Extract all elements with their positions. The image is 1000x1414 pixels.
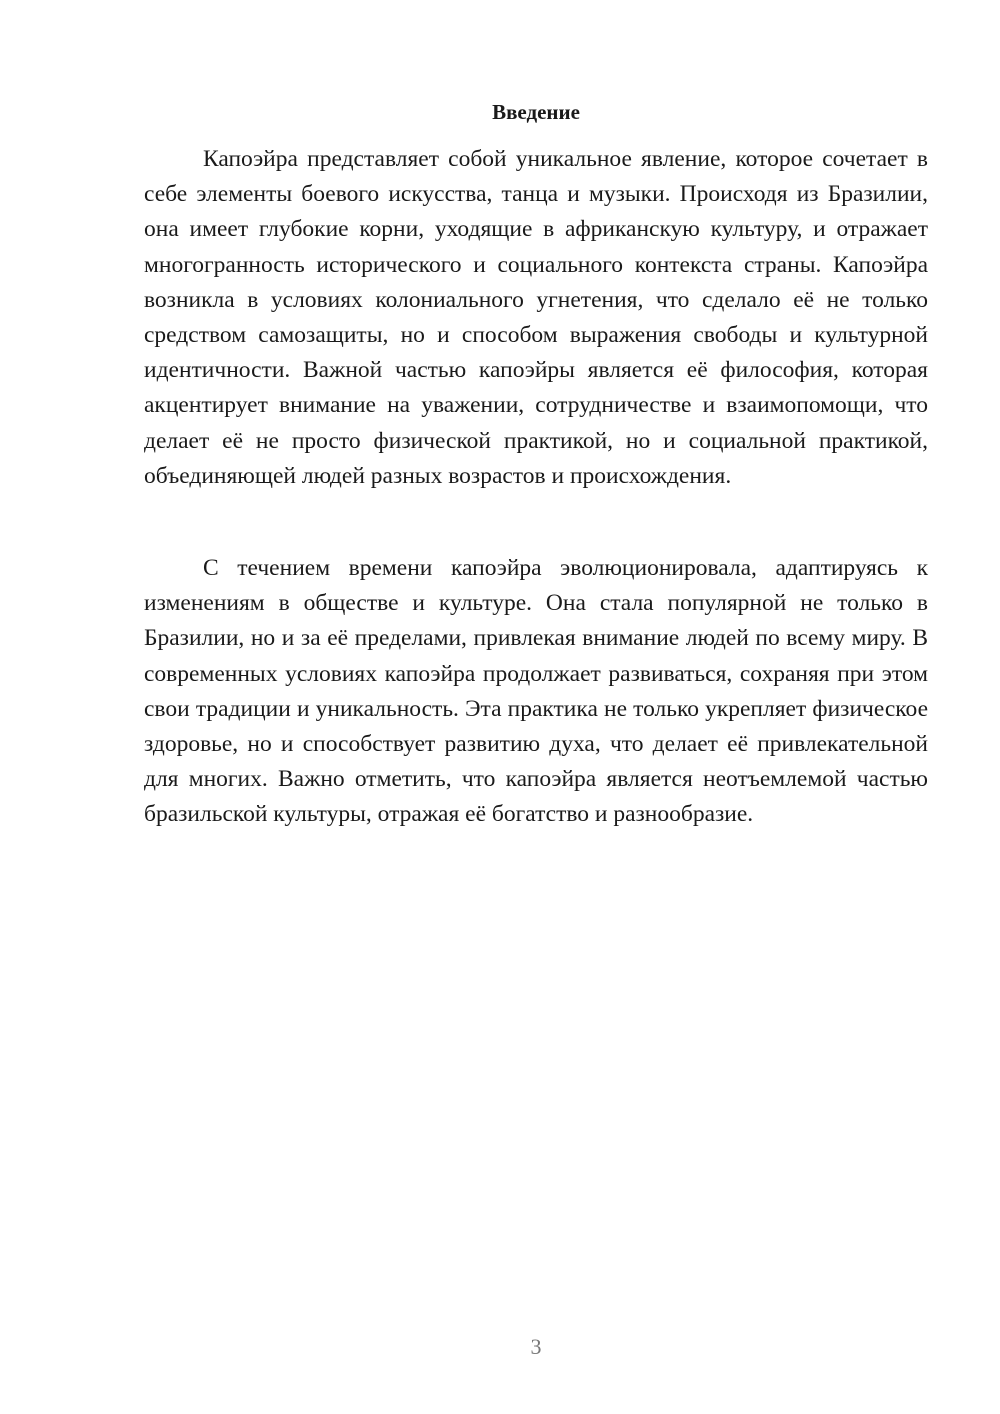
paragraph-intro: Капоэйра представляет собой уникальное явление, которое сочетает в себе элементы боевого искусства, танца и музыки. Происходя из Бразилии, она имеет глубокие корни, уходящие в африканскую культуру, и отражает многогранность исторического и социального контекста страны. Капоэйра возникла в условиях колониального угнетения, что сделало её не только средством самозащиты, но и способом выражения свободы и культурной идентичности. Важной частью капоэйры является её философия, которая акцентирует внимание на уважении, сотрудничестве и взаимопомощи, что делает её не просто физической практикой, но и социальной практикой, объединяющей людей разных возрастов и происхождения. xyxy=(144,146,928,489)
paragraph-evolution: С течением времени капоэйра эволюционировала, адаптируясь к изменениям в обществе и культуре. Она стала популярной не только в Бразилии, но и за её пределами, привлекая внимание людей по всему миру. В современных условиях капоэйра продолжает развиваться, сохраняя при этом свои традиции и уникальность. Эта практика не только укрепляет физическое здоровье, но и способствует развитию духа, что делает её привлекательной для многих. Важно отметить, что капоэйра является неотъемлемой частью бразильской культуры, отражая её богатство и разнообразие. xyxy=(144,555,928,828)
section-heading: Введение xyxy=(492,100,580,124)
page-number: 3 xyxy=(530,1334,542,1359)
